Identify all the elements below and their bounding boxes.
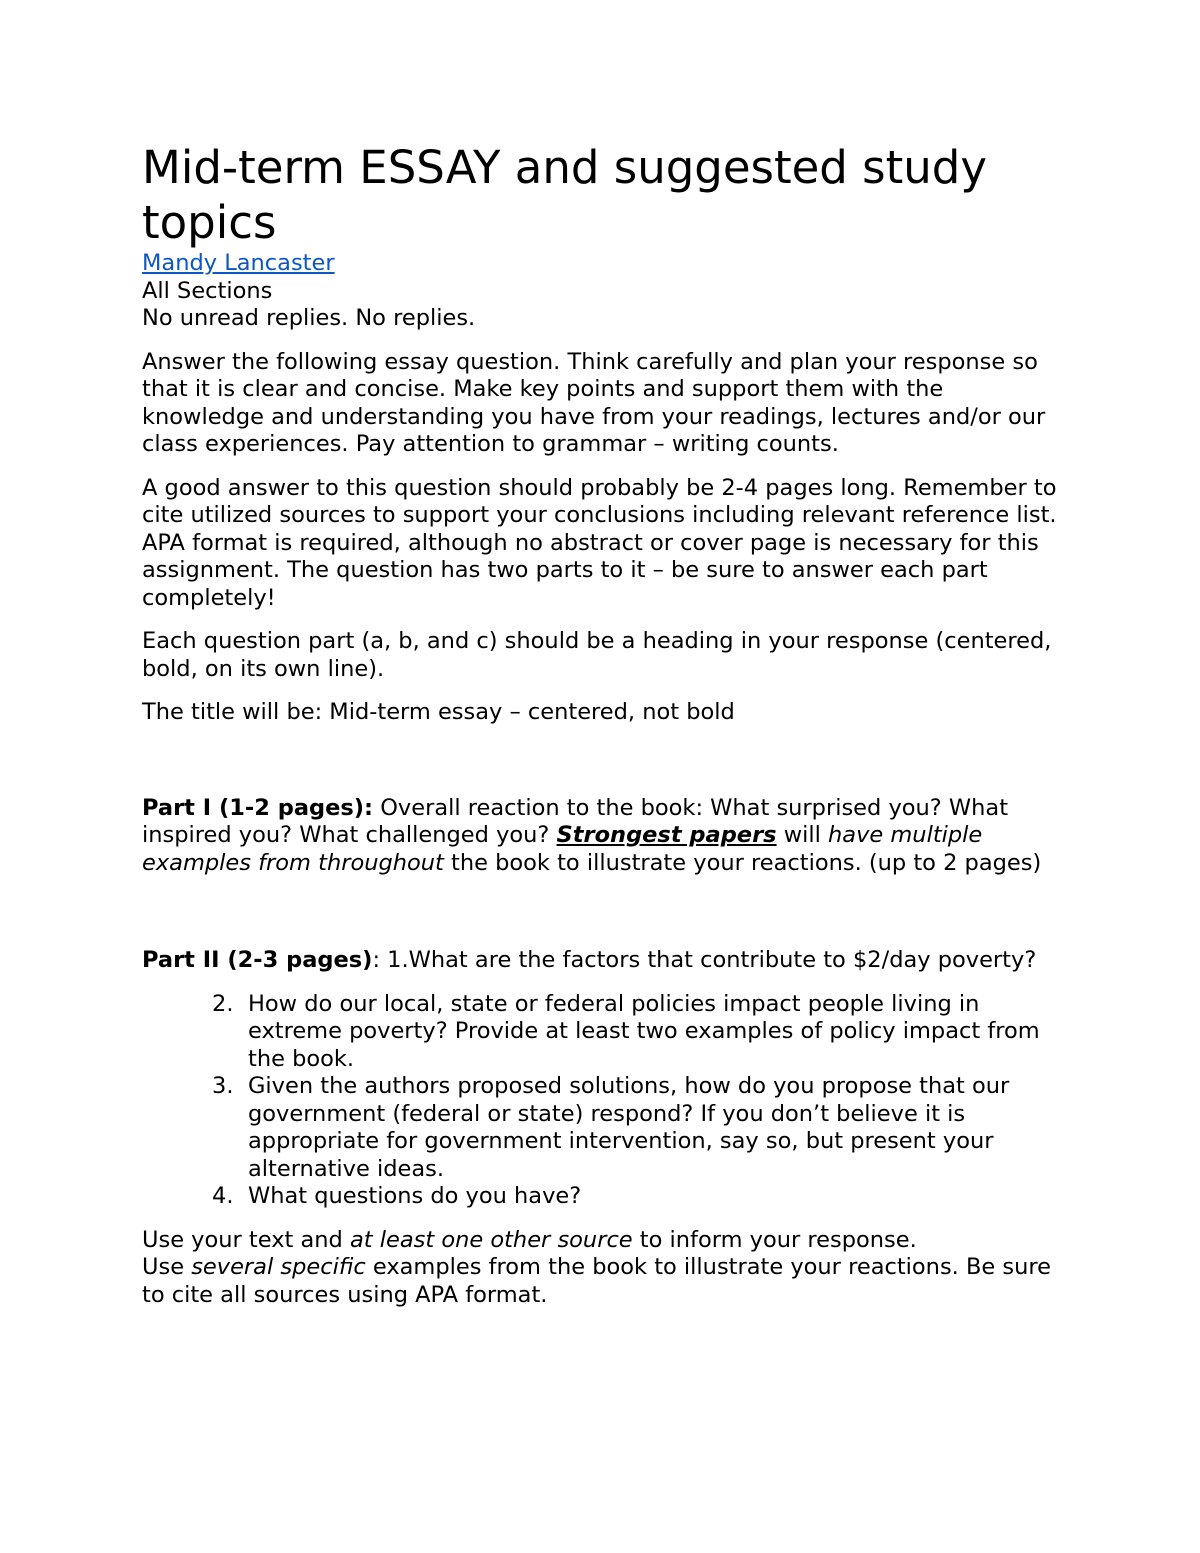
- page-title: Mid-term ESSAY and suggested study topics: [142, 141, 987, 249]
- part-one-emphasis: Strongest papers: [556, 822, 777, 848]
- sections-label: All Sections: [142, 277, 273, 304]
- question-list: [142, 991, 1072, 1211]
- heading-paragraph: Each question part (a, b, and c) should be a heading in your response (centered, bold, on its own line).: [142, 628, 1052, 682]
- part-two-heading: Part II (2-3 pages): [142, 947, 373, 973]
- part-one-heading: Part I (1-2 pages):: [142, 794, 374, 821]
- length-paragraph: A good answer to this question should probably be 2-4 pages long. Remember to cite utilized sources to support your conclusions including relevant reference list. APA format is required, although no abstract or cover page is necessary for this assignment. The question has two parts to it – be sure to answer each part completely!: [142, 474, 1057, 611]
- part-one: Part I (1-2 pages): Overall reaction to the book: What surprised you? What inspired you? What challenged you? Strongest papers will have multiple examples from throughout the book to illustrate your reactions. (up to 2 pages): [142, 794, 1042, 876]
- author-link[interactable]: Mandy Lancaster: [142, 250, 335, 276]
- list-item: 2. How do our local, state or federal policies impact people living in extreme poverty? Provide at least two examples of policy impact from the book.: [212, 990, 1040, 1072]
- replies-status: No unread replies. No replies.: [142, 305, 476, 331]
- list-item: 3. Given the authors proposed solutions, how do you propose that our government (federal or state) respond? If you don’t believe it is appropriate for government intervention, say so, but present your alternative ideas.: [212, 1073, 1010, 1182]
- post-meta: [142, 250, 1072, 333]
- part-two: Part II (2-3 pages): 1.What are the factors that contribute to $2/day poverty?: [142, 947, 1037, 973]
- list-item: 4. What questions do you have?: [212, 1183, 582, 1209]
- title-paragraph: The title will be: Mid-term essay – centered, not bold: [142, 699, 735, 725]
- closing-paragraph: Use your text and at least one other source to inform your response. Use several specific examples from the book to illustrate your reactions. Be sure to cite all sources using APA format.: [142, 1226, 1051, 1308]
- document-page: [142, 140, 1072, 1325]
- instructions-paragraph: Answer the following essay question. Think carefully and plan your response so that it is clear and concise. Make key points and support them with the knowledge and understanding you have from your readings, lectures and/or our class experiences. Pay attention to grammar – writing counts.: [142, 348, 1046, 457]
